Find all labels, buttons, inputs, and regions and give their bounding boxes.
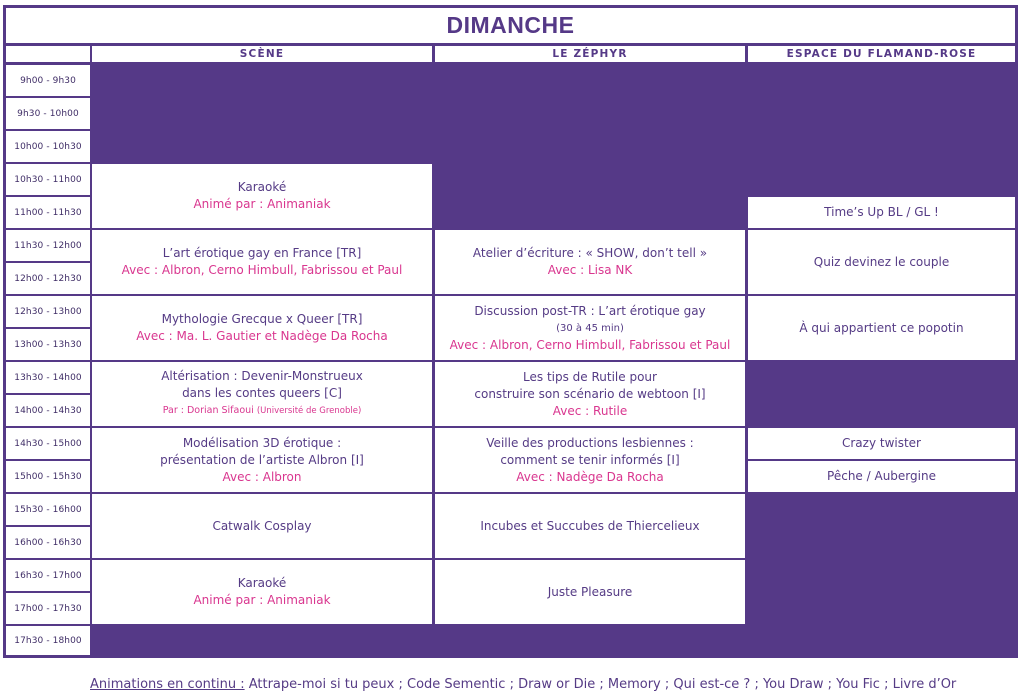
event-flamand-popotin [748,296,1015,360]
continuous-animations-footer [90,677,1020,692]
event-title: Atelier d’écriture : « SHOW, don’t tell » [472,246,708,260]
time-slot: 13h30 - 14h00 [6,362,90,393]
event-zephyr-tips-rutile [435,362,745,426]
time-slot: 10h00 - 10h30 [6,131,90,162]
event-title: L’art érotique gay en France [TR] [162,246,362,260]
event-zephyr-incubes [435,494,745,558]
event-title: À qui appartient ce popotin [799,320,964,335]
column-header-flamand-rose: ESPACE DU FLAMAND-ROSE [748,46,1015,62]
event-people: Par : Dorian Sifaoui [162,405,254,416]
event-title-line2: dans les contes queers [C] [182,386,342,400]
time-slot: 12h00 - 12h30 [6,263,90,294]
event-title: Karaoké [237,576,287,590]
event-people: Avec : Nadège Da Rocha [516,469,664,484]
event-scene-karaoke [92,164,432,228]
event-title: Time’s Up BL / GL ! [824,205,939,219]
event-people: Animé par : Animaniak [193,593,331,607]
event-flamand-crazy-twister [748,428,1015,459]
event-title: Catwalk Cosplay [212,518,312,533]
event-flamand-times-up [748,197,1015,228]
event-title-line2: présentation de l’artiste Albron [I] [160,452,364,467]
event-title-line1: Veille des productions lesbiennes : [486,435,694,450]
event-title-line2: comment se tenir informés [I] [500,452,680,467]
footer-label: Animations en continu : [90,677,245,692]
time-slot: 17h30 - 18h00 [6,626,90,655]
event-people: Avec : Lisa NK [547,263,633,277]
event-title: Discussion post-TR : L’art érotique gay [474,303,706,318]
time-slot: 15h30 - 16h00 [6,494,90,525]
footer-text: Attrape-moi si tu peux ; Code Sementic ; Draw or Die ; Memory ; Qui est-ce ? ; You Draw ; You Fic ; Livre d’Or [244,677,957,692]
event-title: Karaoké [237,180,287,194]
event-scene-karaoke-2 [92,560,432,624]
time-slot: 9h00 - 9h30 [6,65,90,96]
time-slot: 14h30 - 15h00 [6,428,90,459]
event-title-line1: Les tips de Rutile pour [523,369,657,384]
event-title-line1: Altérisation : Devenir-Monstrueux [161,369,363,383]
page-title: DIMANCHE [6,8,1015,43]
event-scene-art-erotique [92,230,432,294]
event-title: Incubes et Succubes de Thiercelieux [480,518,700,533]
column-header-scene: SCÈNE [92,46,432,62]
event-title: Juste Pleasure [547,584,633,599]
event-duration-note: (30 à 45 min) [556,322,624,334]
event-scene-alterisation [92,362,432,426]
event-people: Avec : Ma. L. Gautier et Nadège Da Rocha [136,329,388,343]
event-people: Animé par : Animaniak [193,197,331,211]
event-people-line [163,402,362,420]
event-title: Mythologie Grecque x Queer [TR] [161,312,363,326]
time-slot: 10h30 - 11h00 [6,164,90,195]
schedule-grid [3,5,1018,658]
event-title: Pêche / Aubergine [827,469,936,483]
event-title-line1: Modélisation 3D érotique : [182,435,342,450]
time-slot: 13h00 - 13h30 [6,329,90,360]
event-zephyr-juste-pleasure [435,560,745,624]
time-slot: 12h30 - 13h00 [6,296,90,327]
time-slot: 9h30 - 10h00 [6,98,90,129]
column-header-zephyr: LE ZÉPHYR [435,46,745,62]
event-scene-mythologie [92,296,432,360]
corner-cell [6,46,90,62]
event-title-line2: construire son scénario de webtoon [I] [474,386,706,401]
event-scene-catwalk [92,494,432,558]
event-flamand-quiz [748,230,1015,294]
event-people: Avec : Albron, Cerno Himbull, Fabrissou et Paul [121,263,403,277]
event-affiliation: (Université de Grenoble) [256,406,362,416]
time-slot: 11h00 - 11h30 [6,197,90,228]
event-title: Crazy twister [841,436,921,450]
time-slot: 17h00 - 17h30 [6,593,90,624]
event-zephyr-veille [435,428,745,492]
time-slot: 15h00 - 15h30 [6,461,90,492]
event-people: Avec : Albron [222,469,302,484]
event-people: Avec : Rutile [552,403,628,418]
event-zephyr-discussion [435,296,745,360]
event-title: Quiz devinez le couple [813,254,950,269]
time-slot: 16h30 - 17h00 [6,560,90,591]
event-scene-modelisation-3d [92,428,432,492]
time-slot: 16h00 - 16h30 [6,527,90,558]
time-slot: 14h00 - 14h30 [6,395,90,426]
time-slot: 11h30 - 12h00 [6,230,90,261]
event-people: Avec : Albron, Cerno Himbull, Fabrissou et Paul [449,337,731,352]
event-flamand-peche-aubergine [748,461,1015,492]
event-zephyr-atelier [435,230,745,294]
